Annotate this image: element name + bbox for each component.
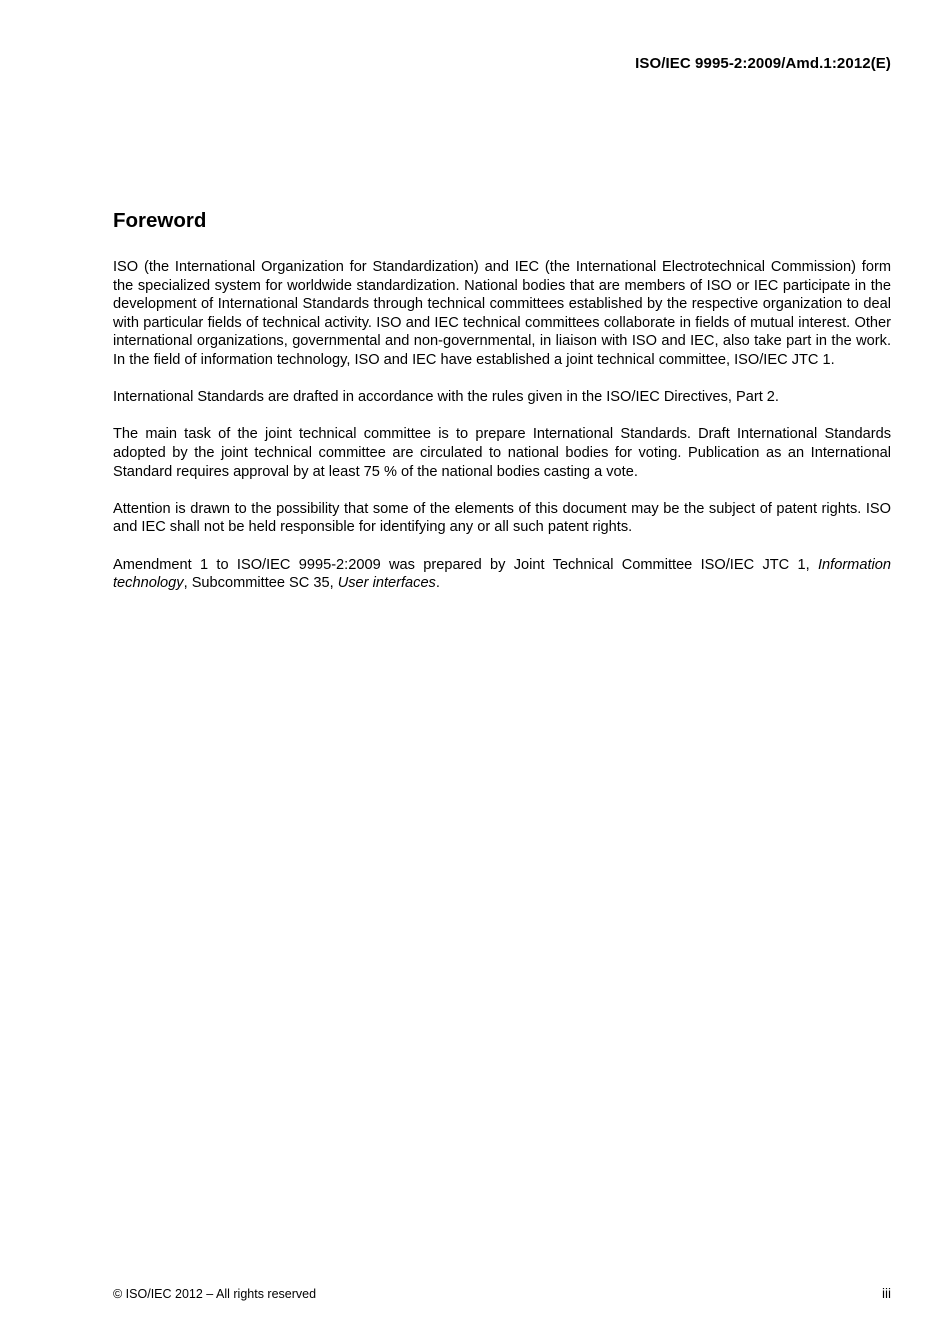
foreword-body (113, 258, 891, 611)
amendment-middle: , Subcommittee SC 35, (183, 575, 338, 592)
document-reference: ISO/IEC 9995-2:2009/Amd.1:2012(E) (635, 55, 891, 72)
page-number: iii (882, 1286, 891, 1301)
paragraph-amendment (113, 556, 891, 593)
paragraph-organizations: ISO (the International Organization for Standardization) and IEC (the International Electrotechnical Commission) form the specialized system for worldwide standardization. National bodies that are members of ISO or IEC participate in the development of International Standards through technical committees established by the respective organization to deal with particular fields of technical activity. ISO and IEC technical committees collaborate in fields of mutual interest. Other international organizations, governmental and non-governmental, in liaison with ISO and IEC, also take part in the work. In the field of information technology, ISO and IEC have established a joint technical committee, ISO/IEC JTC 1. (113, 259, 891, 368)
section-title: Foreword (113, 209, 207, 232)
paragraph-directives: International Standards are drafted in accordance with the rules given in the ISO/IEC Directives, Part 2. (113, 389, 779, 406)
paragraph-patent-rights: Attention is drawn to the possibility that some of the elements of this document may be the subject of patent rights. ISO and IEC shall not be held responsible for identifying any or all such patent rights. (113, 500, 891, 536)
committee-name: Information technology (113, 556, 891, 592)
copyright-notice: © ISO/IEC 2012 – All rights reserved (113, 1287, 317, 1301)
amendment-intro: Amendment 1 to ISO/IEC 9995-2:2009 was prepared by Joint Technical Committee ISO/IEC JTC 1, (113, 556, 818, 573)
paragraph-committee-task: The main task of the joint technical committee is to prepare International Standards. Draft International Standards adopted by the joint technical committee are circulated to national bodies for voting. Publication as an International Standard requires approval by at least 75 % of the national bodies casting a vote. (113, 426, 891, 480)
subcommittee-name: User interfaces (337, 575, 436, 592)
amendment-end: . (435, 575, 440, 592)
